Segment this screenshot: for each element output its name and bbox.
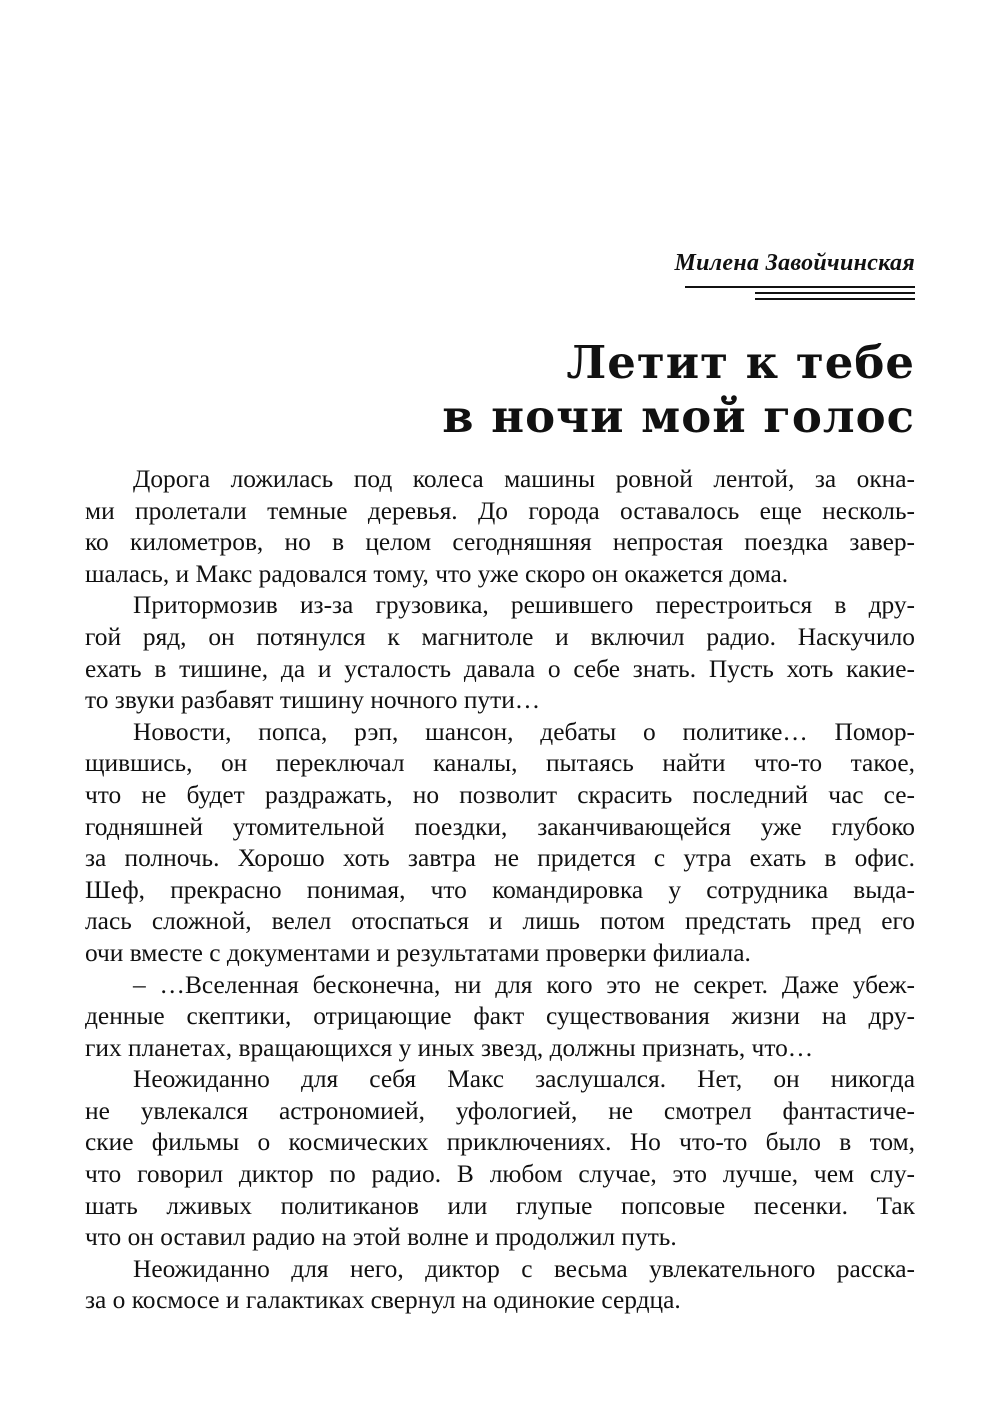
paragraph <box>85 970 915 1065</box>
text-line: ехать в тишине, да и усталость давала о себе знать. Пусть хоть какие- <box>85 654 915 683</box>
paragraph <box>85 1064 915 1254</box>
text-line: ские фильмы о космических приключениях. Но что-то было в том, <box>85 1128 915 1157</box>
text-line: Дорога ложилась под колеса машины ровной лентой, за окна- <box>133 465 915 493</box>
decorative-rules <box>685 286 915 302</box>
text-line: что он оставил радио на этой волне и продолжил путь. <box>85 1223 677 1252</box>
text-line: за о космосе и галактиках свернул на одинокие сердца. <box>85 1286 681 1315</box>
text-line: Новости, попса, рэп, шансон, дебаты о политике… Помор- <box>133 717 915 746</box>
text-line: щившись, он переключал каналы, пытаясь найти что-то такое, <box>85 749 915 778</box>
text-line: годняшней утомительной поездки, заканчивающейся уже глубоко <box>85 812 915 841</box>
text-line: за полночь. Хорошо хоть завтра не придется с утра ехать в офис. <box>85 844 915 873</box>
text-line: не увлекался астрономией, уфологией, не смотрел фантастиче- <box>85 1096 915 1125</box>
paragraph <box>85 464 915 590</box>
text-line: лась сложной, велел отоспаться и лишь потом предстать пред его <box>85 907 915 936</box>
text-line: то звуки разбавят тишину ночного пути… <box>85 686 541 715</box>
text-line: что не будет раздражать, но позволит скрасить последний час се- <box>85 780 915 809</box>
title-line-1: Летит к тебе <box>566 336 915 389</box>
paragraph <box>85 717 915 970</box>
text-line: – …Вселенная бесконечна, ни для кого это не секрет. Даже убеж- <box>133 970 915 999</box>
text-line: что говорил диктор по радио. В любом случае, это лучше, чем слу- <box>85 1160 915 1189</box>
text-line: Неожиданно для себя Макс заслушался. Нет, он никогда <box>133 1065 915 1094</box>
story-body <box>85 464 915 1317</box>
text-line: Притормозив из-за грузовика, решившего перестроиться в дру- <box>133 591 915 620</box>
text-line: Шеф, прекрасно понимая, что командировка у сотрудника выда- <box>85 875 915 904</box>
paragraph <box>85 1254 915 1317</box>
text-line: шалась, и Макс радовался тому, что уже скоро он окажется дома. <box>85 559 789 588</box>
text-line: шать лживых политиканов или глупые попсовые песенки. Так <box>85 1191 915 1220</box>
rule-line <box>755 298 915 300</box>
author-name: Милена Завойчинская <box>674 250 915 276</box>
paragraph <box>85 590 915 716</box>
rule-line <box>685 286 915 288</box>
text-line: ми пролетали темные деревья. До города оставалось еще несколь- <box>85 496 915 525</box>
rule-line <box>755 292 915 294</box>
text-line: гих планетах, вращающихся у иных звезд, должны признать, что… <box>85 1033 814 1062</box>
text-line: ко километров, но в целом сегодняшняя непростая поездка завер- <box>85 528 915 557</box>
text-line: очи вместе с документами и результатами проверки филиала. <box>85 938 751 967</box>
text-line: денные скептики, отрицающие факт существования жизни на дру- <box>85 1002 915 1031</box>
text-line: гой ряд, он потянулся к магнитоле и включил радио. Наскучило <box>85 622 915 651</box>
title-line-2: в ночи мой голос <box>442 390 915 443</box>
text-line: Неожиданно для него, диктор с весьма увлекательного расска- <box>133 1254 915 1283</box>
story-title <box>442 336 915 444</box>
